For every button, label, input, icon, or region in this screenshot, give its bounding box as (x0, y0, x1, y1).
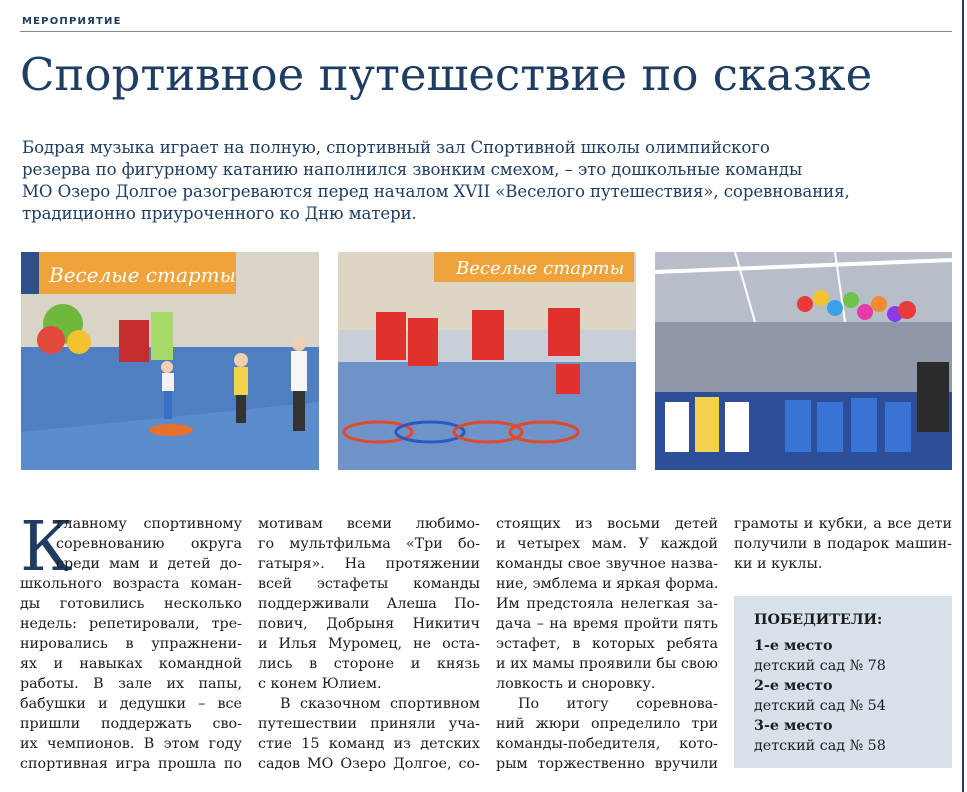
photo-banner-text: Веселые старты (456, 258, 625, 279)
text-line: команды-победителя, кото- (496, 736, 718, 752)
winners-list (754, 636, 886, 756)
winner-entry (754, 716, 886, 756)
winner-name: детский сад № 78 (754, 658, 886, 674)
text-line: пришли поддержать сво- (20, 716, 242, 732)
text-line: рым торжественно вручили (496, 756, 718, 772)
text-line: школьного возраста коман- (20, 576, 242, 592)
winner-name: детский сад № 54 (754, 698, 886, 714)
text-line: ях и навыках командной (20, 656, 242, 672)
lead-line: МО Озеро Долгое разогреваются перед началом XVII «Веселого путешествия», соревнования, (22, 182, 850, 201)
text-line: нировались в упражнени- (20, 636, 242, 652)
article-column-4 (734, 514, 952, 574)
text-line: спортивная игра прошла по (20, 756, 242, 772)
text-line: команды свое звучное назва- (496, 556, 718, 572)
article-column-3 (496, 514, 718, 774)
text-line: дача – на время пройти пять (496, 616, 718, 632)
text-line: недель: репетировали, тре- (20, 616, 242, 632)
photo-children-running (21, 252, 319, 470)
photo-teams-balloons (655, 252, 952, 470)
text-line: их чемпионов. В этом году (20, 736, 242, 752)
winner-place: 3-е место (754, 718, 833, 734)
text-line: мотивам всеми любимо- (258, 516, 480, 532)
winner-entry (754, 636, 886, 676)
text-line: ки и куклы. (734, 556, 823, 572)
text-line: гатыря». На протяжении (258, 556, 480, 572)
text-line: бабушки и дедушки – все (20, 696, 242, 712)
text-line: лись в стороне и князь (258, 656, 480, 672)
winner-name: детский сад № 58 (754, 738, 886, 754)
dropcap-letter: К (20, 508, 73, 587)
text-line: пович, Добрыня Никитич (258, 616, 480, 632)
text-line: ний жюри определило три (496, 716, 718, 732)
text-line: путешествии приняли уча- (258, 716, 480, 732)
text-line: ловкость и сноровку. (496, 676, 656, 692)
text-line: ние, эмблема и яркая форма. (496, 576, 719, 592)
text-line: работы. В зале их папы, (20, 676, 242, 692)
text-line: поддерживали Алеша По- (258, 596, 480, 612)
lead-line: резерва по фигурному катанию наполнился звонким смехом, – это дошкольные команды (22, 160, 803, 179)
text-line: и четырех мам. У каждой (496, 536, 718, 552)
lead-paragraph (22, 137, 952, 225)
winners-box (734, 596, 952, 768)
article-title: Спортивное путешествие по сказке (20, 48, 873, 101)
photo-banner-text: Веселые старты (49, 263, 236, 287)
text-line: и их мамы проявили бы свою (496, 656, 718, 672)
text-line: получили в подарок машин- (734, 536, 952, 552)
text-line: го мультфильма «Три бо- (258, 536, 480, 552)
text-line: Им предстояла нелегкая за- (496, 596, 718, 612)
text-line: и Илья Муромец, не оста- (258, 636, 480, 652)
text-line: эстафет, в которых ребята (496, 636, 718, 652)
text-line: всей эстафеты команды (258, 576, 480, 592)
lead-line: Бодрая музыка играет на полную, спортивный зал Спортивной школы олимпийского (22, 138, 770, 157)
section-label: МЕРОПРИЯТИЕ (22, 16, 122, 27)
text-line: среди мам и детей до- (56, 556, 242, 572)
winner-entry (754, 676, 886, 716)
text-line: По итогу соревнова- (518, 696, 718, 712)
text-line: садов МО Озеро Долгое, со- (258, 756, 480, 772)
text-line: стоящих из восьми детей (496, 516, 718, 532)
text-line: В сказочном спортивном (280, 696, 480, 712)
winner-place: 2-е место (754, 678, 833, 694)
article-column-1 (20, 508, 242, 774)
text-line: с конем Юлием. (258, 676, 382, 692)
text-line: грамоты и кубки, а все дети (734, 516, 952, 532)
text-line: главному спортивному (56, 516, 242, 532)
winners-title: ПОБЕДИТЕЛИ: (754, 612, 883, 628)
lead-line: традиционно приуроченного ко Дню матери. (22, 204, 417, 223)
text-line: стие 15 команд из детских (258, 736, 480, 752)
text-line: соревнованию округа (56, 536, 242, 552)
photo-mothers-hoops (338, 252, 636, 470)
top-rule (20, 31, 952, 32)
page-edge-bar (962, 0, 964, 792)
article-column-2 (258, 514, 480, 774)
text-line: ды готовились несколько (20, 596, 242, 612)
winner-place: 1-е место (754, 638, 833, 654)
